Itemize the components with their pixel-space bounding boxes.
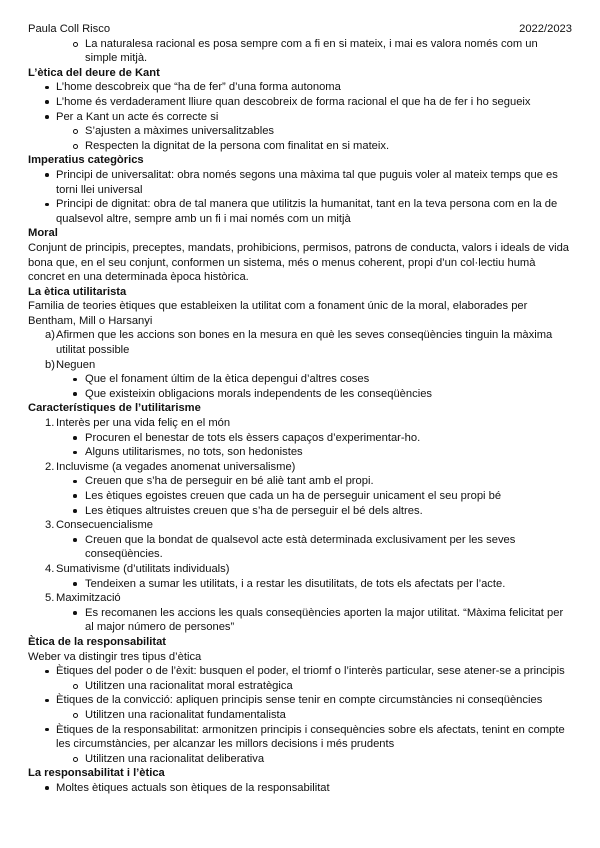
list-item xyxy=(28,358,572,373)
list-item xyxy=(28,664,572,679)
list-item-text: Ètiques de la convicció: apliquen principis sense tenir en compte circumstàncies ni conseqüències xyxy=(56,694,543,707)
bullet-disc-icon xyxy=(45,699,49,703)
bullet-disc-icon xyxy=(45,670,49,674)
section-heading: L’ètica del deure de Kant xyxy=(28,66,160,79)
bullet-disc-icon xyxy=(45,728,49,732)
paragraph: Weber va distingir tres tipus d’ètica xyxy=(28,650,202,663)
list-marker: 2. xyxy=(45,460,55,473)
list-item xyxy=(28,723,572,752)
list-item-text: Respecten la dignitat de la persona com finalitat en si mateix. xyxy=(85,139,390,152)
section-heading: La responsabilitat i l’ètica xyxy=(28,767,165,780)
bullet-disc-icon xyxy=(73,451,77,455)
list-item-text: Es recomanen les accions les quals conseqüències aporten la major utilitat. “Màxima felicitat per al major número de persones” xyxy=(85,606,564,634)
list-item-text: Ètiques del poder o de l’èxit: busquen el poder, el triomf o l’interès particular, sese atener-se a principis xyxy=(56,665,565,678)
bullet-circle-icon xyxy=(73,42,78,47)
list-item-text: Sumativisme (d’utilitats individuals) xyxy=(56,562,230,575)
list-item xyxy=(28,591,572,606)
section-heading: Característiques de l’utilitarisme xyxy=(28,402,201,415)
list-item-text: Moltes ètiques actuals son ètiques de la responsabilitat xyxy=(56,781,330,794)
list-item-text: La naturalesa racional es posa sempre com a fi en si mateix, i mai es valora només com un simple mitjà. xyxy=(85,37,538,65)
bullet-disc-icon xyxy=(45,786,49,790)
list-item xyxy=(28,37,572,66)
list-item-text: Consecuencialisme xyxy=(56,519,154,532)
list-item-text: Alguns utilitarismes, no tots, son hedonistes xyxy=(85,446,303,459)
list-marker: b) xyxy=(45,358,55,371)
list-item xyxy=(28,474,572,489)
list-item-text: Les ètiques altruistes creuen que s’ha de perseguir el bé dels altres. xyxy=(85,504,423,517)
list-marker: 5. xyxy=(45,592,55,605)
list-item xyxy=(28,518,572,533)
bullet-disc-icon xyxy=(45,115,49,119)
list-item-text: Incluvisme (a vegades anomenat universalisme) xyxy=(56,460,296,473)
list-item xyxy=(28,80,572,95)
section-heading: Imperatius categòrics xyxy=(28,154,144,167)
list-item-text: Que existeixin obligacions morals independents de les conseqüències xyxy=(85,387,433,400)
list-item-text: Procuren el benestar de tots els èssers capaços d’experimentar-ho. xyxy=(85,431,421,444)
list-item xyxy=(28,110,572,125)
document-body xyxy=(28,37,572,796)
list-item-text: Creuen que s’ha de perseguir en bé aliè tant amb el propi. xyxy=(85,475,374,488)
list-item xyxy=(28,372,572,387)
list-item xyxy=(28,431,572,446)
bullet-circle-icon xyxy=(73,713,78,718)
header-year: 2022/2023 xyxy=(519,23,572,35)
list-item-text: Maximització xyxy=(56,592,121,605)
list-item xyxy=(28,445,572,460)
list-item xyxy=(28,693,572,708)
list-item xyxy=(28,460,572,475)
list-item xyxy=(28,387,572,402)
list-item-text: Utilitzen una racionalitat moral estratègica xyxy=(85,679,293,692)
list-item-text: Les ètiques egoistes creuen que cada un ha de perseguir unicament el seu propi bé xyxy=(85,490,502,502)
list-item-text: Utilitzen una racionalitat fundamentalista xyxy=(85,708,286,721)
list-item-text: Utilitzen una racionalitat deliberativa xyxy=(85,752,265,765)
bullet-disc-icon xyxy=(73,480,77,484)
header-author: Paula Coll Risco xyxy=(28,23,111,35)
bullet-disc-icon xyxy=(73,611,77,615)
list-marker: 3. xyxy=(45,519,55,532)
list-item xyxy=(28,606,572,635)
list-item xyxy=(28,328,572,357)
list-marker: 4. xyxy=(45,562,55,575)
paragraph: Familia de teories ètiques que estableixen la utilitat com a fonament únic de la moral, elaborades per Bentham, Mill o Harsanyi xyxy=(28,300,528,327)
list-item-text: Neguen xyxy=(56,358,96,371)
list-item-text: Que el fonament últim de la ètica depengui d’altres coses xyxy=(85,373,370,386)
list-item xyxy=(28,168,572,197)
list-item xyxy=(28,489,572,504)
bullet-disc-icon xyxy=(73,378,77,382)
list-item xyxy=(28,577,572,592)
bullet-circle-icon xyxy=(73,684,78,689)
list-item xyxy=(28,708,572,723)
list-item-text: Ètiques de la responsabilitat: armonitzen principis i consequències sobre els afectats, tenint en compte les circumstàncies, per alcanzar les millors decisions i més prudents xyxy=(56,723,565,751)
list-item xyxy=(28,124,572,139)
list-item xyxy=(28,679,572,694)
list-item xyxy=(28,197,572,226)
list-item xyxy=(28,781,572,796)
list-item-text: L’home és verdaderament lliure quan descobreix de forma racional el que ha de fer i ho segueix xyxy=(56,95,531,108)
bullet-disc-icon xyxy=(45,100,49,104)
list-item xyxy=(28,95,572,110)
list-item xyxy=(28,139,572,154)
list-item-text: Per a Kant un acte és correcte si xyxy=(56,110,219,123)
bullet-disc-icon xyxy=(73,509,77,513)
list-item-text: Tendeixen a sumar les utilitats, i a restar les disutilitats, de tots els afectats per l’acte. xyxy=(85,577,506,590)
bullet-disc-icon xyxy=(45,173,49,177)
list-item xyxy=(28,504,572,519)
bullet-disc-icon xyxy=(45,86,49,90)
bullet-circle-icon xyxy=(73,129,78,134)
list-item-text: S’ajusten a màximes universalitzables xyxy=(85,125,275,138)
list-item-text: Principi de universalitat: obra només segons una màxima tal que puguis voler al mateix temps que es torni llei universal xyxy=(56,168,558,196)
list-item xyxy=(28,752,572,767)
bullet-disc-icon xyxy=(73,392,77,396)
section-heading: Moral xyxy=(28,227,58,240)
list-marker: a) xyxy=(45,329,55,342)
section-heading: La ètica utilitarista xyxy=(28,285,127,298)
list-item xyxy=(28,562,572,577)
section-heading: Ètica de la responsabilitat xyxy=(28,635,167,648)
bullet-disc-icon xyxy=(73,538,77,542)
paragraph: Conjunt de principis, preceptes, mandats, prohibicions, permisos, patrons de conducta, valors i ideals de vida bona que, en el seu conjunt, conformen un sistema, més o menus coherent, propi d’un col·lectiu humà concret en una determinada època històrica. xyxy=(28,241,570,284)
list-item-text: Principi de dignitat: obra de tal manera que utilitzis la humanitat, tant en la teva persona com en la de qualsevol altre, sempre amb un fi i mai només com un mitjà xyxy=(56,198,558,225)
list-marker: 1. xyxy=(45,417,55,430)
list-item-text: Creuen que la bondat de qualsevol acte està determinada exclusivament per les seves conseqüències. xyxy=(85,533,516,561)
list-item-text: Interès per una vida feliç en el món xyxy=(56,417,231,430)
list-item-text: L’home descobreix que “ha de fer” d’una forma autonoma xyxy=(56,81,341,94)
bullet-disc-icon xyxy=(45,203,49,207)
bullet-disc-icon xyxy=(73,436,77,440)
list-item xyxy=(28,533,572,562)
bullet-disc-icon xyxy=(73,582,77,586)
bullet-circle-icon xyxy=(73,757,78,762)
page-header xyxy=(28,22,572,37)
bullet-disc-icon xyxy=(73,494,77,498)
list-item xyxy=(28,416,572,431)
bullet-circle-icon xyxy=(73,144,78,149)
list-item-text: Afirmen que les accions son bones en la mesura en què les seves conseqüències tinguin la màxima utilitat possible xyxy=(56,329,553,357)
